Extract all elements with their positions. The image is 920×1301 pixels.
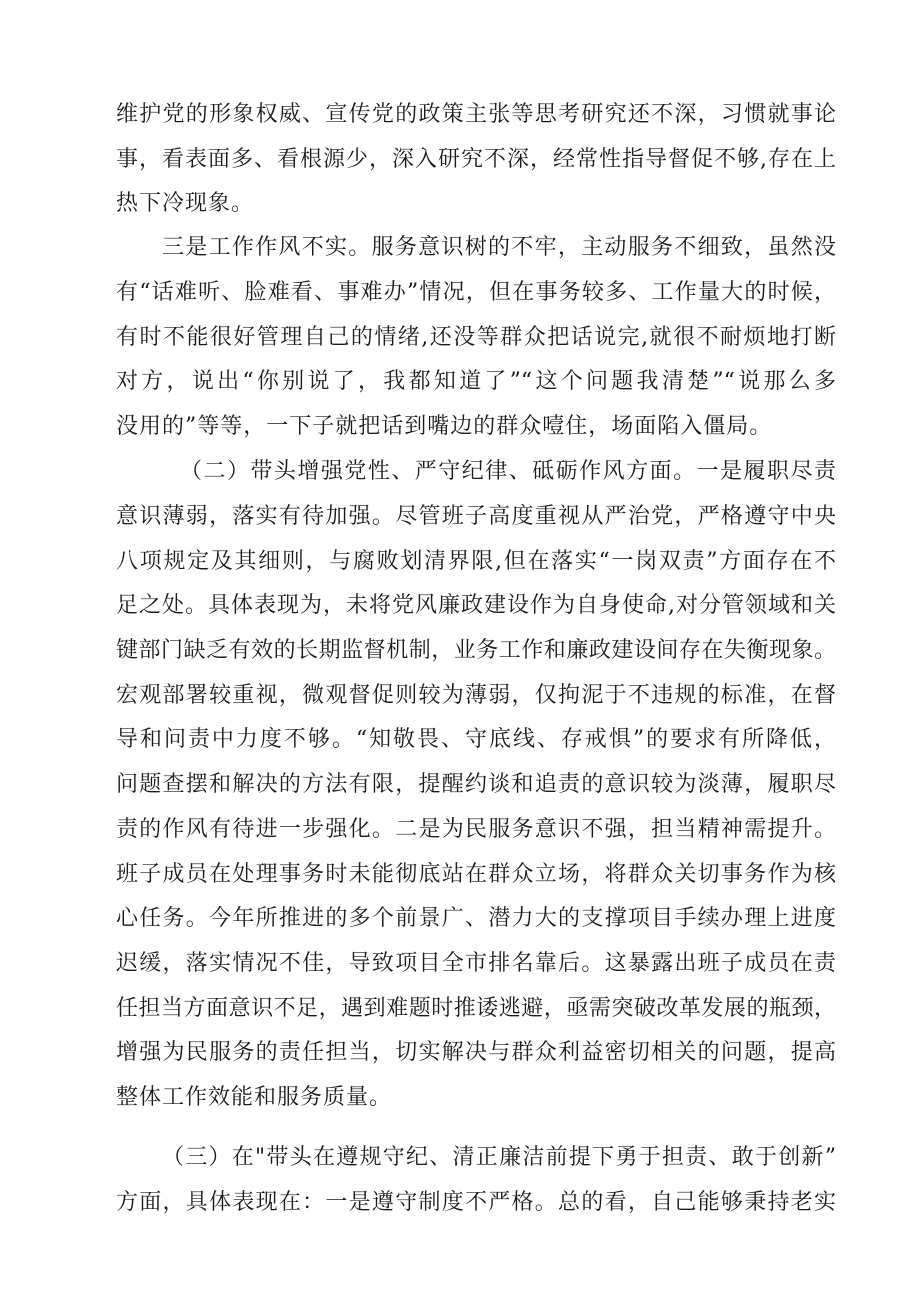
text-line: 没用的”等等，一下子就把话到嘴边的群众噎住，场面陷入僵局。: [116, 414, 773, 439]
text-line: （三）在"带头在遵规守纪、清正廉洁前提下勇于担责、敢于创新”: [162, 1145, 836, 1170]
text-line: 问题查摆和解决的方法有限，提醒约谈和追责的意识较为淡薄，履职尽: [116, 772, 836, 797]
text-line: 对方，说出“你别说了，我都知道了”“这个问题我清楚”“说那么多: [116, 369, 836, 394]
text-line: 心任务。今年所推进的多个前景广、潜力大的支撑项目手续办理上进度: [116, 906, 836, 931]
text-line: 键部门缺乏有效的长期监督机制，业务工作和廉政建设间存在失衡现象。: [116, 638, 836, 663]
text-line: 三是工作作风不实。服务意识树的不牢，主动服务不细致，虽然没: [162, 235, 836, 260]
text-line: 方面，具体表现在：一是遵守制度不严格。总的看，自己能够秉持老实: [116, 1190, 836, 1215]
text-line: 有“话难听、脸难看、事难办”情况，但在事务较多、工作量大的时候，: [116, 280, 836, 305]
text-line: 任担当方面意识不足，遇到难题时推诿逃避，亟需突破改革发展的瓶颈，: [116, 996, 836, 1021]
text-line: 维护党的形象权威、宣传党的政策主张等思考研究还不深，习惯就事论: [116, 102, 836, 127]
text-line: （二）带头增强党性、严守纪律、砥砺作风方面。一是履职尽责: [180, 459, 836, 484]
text-line: 有时不能很好管理自己的情绪,还没等群众把话说完,就很不耐烦地打断: [116, 325, 836, 350]
text-line: 八项规定及其细则，与腐败划清界限,但在落实“一岗双责”方面存在不: [116, 549, 836, 574]
text-line: 班子成员在处理事务时未能彻底站在群众立场，将群众关切事务作为核: [116, 862, 836, 887]
text-line: 整体工作效能和服务质量。: [116, 1085, 393, 1110]
text-line: 责的作风有待进一步强化。二是为民服务意识不强，担当精神需提升。: [116, 817, 836, 842]
text-line: 热下冷现象。: [116, 191, 255, 216]
text-line: 意识薄弱，落实有待加强。尽管班子高度重视从严治党，严格遵守中央: [116, 504, 836, 529]
text-line: 迟缓，落实情况不佳，导致项目全市排名靠后。这暴露出班子成员在责: [116, 951, 836, 976]
text-line: 增强为民服务的责任担当，切实解决与群众利益密切相关的问题，提高: [116, 1040, 836, 1065]
text-line: 导和问责中力度不够。“知敬畏、守底线、存戒惧”的要求有所降低，: [116, 727, 836, 752]
text-line: 足之处。具体表现为，未将党风廉政建设作为自身使命,对分管领域和关: [116, 593, 836, 618]
text-line: 宏观部署较重视，微观督促则较为薄弱，仅拘泥于不违规的标准，在督: [116, 683, 836, 708]
text-line: 事，看表面多、看根源少，深入研究不深，经常性指导督促不够,存在上: [116, 147, 836, 172]
